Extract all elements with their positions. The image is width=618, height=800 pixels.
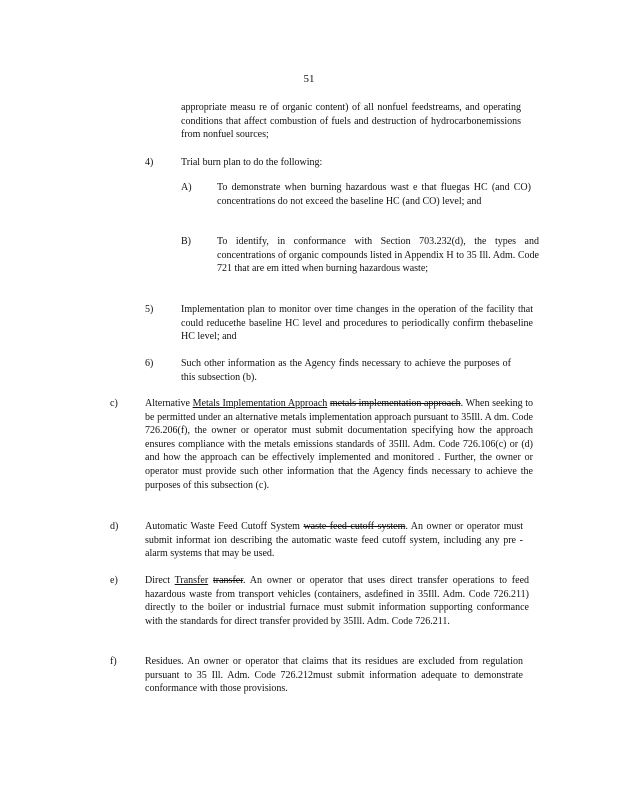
page-number: 51 xyxy=(303,73,315,85)
subsection-c-text xyxy=(145,397,533,492)
subsection-e-inserted: Transfer xyxy=(174,575,209,586)
item-5-text: Implementation plan to monitor over time changes in the operation of the facility that could reducethe baseline HC level and procedures to periodically confirm thebaseline HC level; and xyxy=(181,304,533,343)
item-6-label: 6) xyxy=(145,358,154,369)
subsection-e-text xyxy=(145,574,529,628)
item-4b-text: To identify, in conformance with Section 703.232(d), the types and concentrations of organic compounds listed in Appendix H to 35 Ill. Adm. Code 721 that are em itted when burning hazardous waste; xyxy=(217,236,539,275)
subsection-f-label: f) xyxy=(110,656,117,667)
subsection-f-text: Residues. An owner or operator that claims that its residues are excluded from regulation pursuant to 35 Ill. Adm. Code 726.212must submit information adequate to demonstrate conformance with those provisions. xyxy=(145,656,523,695)
continued-paragraph: appropriate measu re of organic content) of all nonfuel feedstreams, and operating conditions that affect combustion of fuels and destruction of hydrocarbonemissions from nonfuel sources; xyxy=(181,102,521,141)
subsection-c-lead: Alternative xyxy=(145,398,190,409)
subsection-e-deleted: transfer xyxy=(213,575,243,586)
item-4a-text: To demonstrate when burning hazardous wast e that fluegas HC (and CO) concentrations do not exceed the baseline HC (and CO) level; and xyxy=(217,182,531,207)
subsection-c-body: . When seeking to be permitted under an alternative metals implementation approach pursuant to 35Ill. A dm. Code 726.206(f), the owner or operator must submit documentation specifying how the approach ensures compliance with the metals emissions standards of 35Ill. Adm. Code 726.106(c) or (d) and how the approach can be effectively implemented and monitored . Further, the owner or operator must provide such other information that the Agency finds necessary to achieve the purposes of this subsection (c). xyxy=(145,398,534,491)
subsection-d-label: d) xyxy=(110,521,119,532)
subsection-d-deleted: waste feed cutoff system xyxy=(303,521,406,532)
subsection-c-deleted: metals implementation approach xyxy=(329,398,461,409)
subsection-c-inserted: Metals Implementation Approach xyxy=(192,398,328,409)
item-6-text: Such other information as the Agency finds necessary to achieve the purposes of this subsection (b). xyxy=(181,358,511,383)
subsection-d-body: . An owner or operator must submit informat ion describing the automatic waste feed cutoff system, including any pre -alarm systems that may be used. xyxy=(145,521,524,560)
subsection-e-body: . An owner or operator that uses direct transfer operations to feed hazardous waste from transport vehicles (containers, asdefined in 35Ill. Adm. Code 726.211) directly to the boiler or industrial furnace must submit information supporting conformance with the standards for direct transfer provided by 35Ill. Adm. Code 726.211. xyxy=(145,575,530,627)
subsection-e-label: e) xyxy=(110,575,118,586)
item-4-text: Trial burn plan to do the following: xyxy=(181,157,323,168)
subsection-c-label: c) xyxy=(110,398,118,409)
item-5-label: 5) xyxy=(145,304,154,315)
subsection-e-lead: Direct xyxy=(145,575,170,586)
subsection-d-lead: Automatic Waste Feed Cutoff System xyxy=(145,521,300,532)
item-4-label: 4) xyxy=(145,157,154,168)
item-4a-label: A) xyxy=(181,182,192,193)
item-4b-label: B) xyxy=(181,236,191,247)
subsection-d-text xyxy=(145,520,523,561)
